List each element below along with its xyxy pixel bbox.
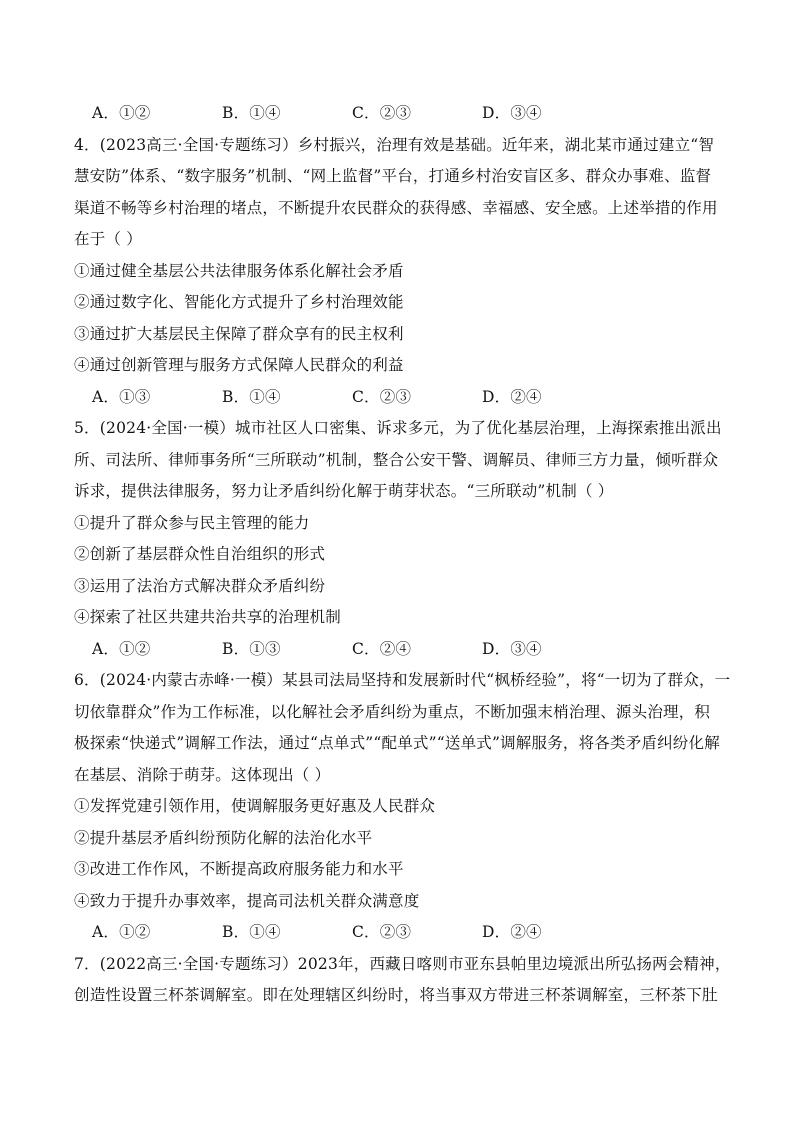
question-stem-line: 渠道不畅等乡村治理的堵点，不断提升农民群众的获得感、幸福感、安全感。上述举措的作用 (74, 198, 718, 217)
question-stem-line: 在于（ ） (74, 230, 142, 248)
statement-item: ②创新了基层群众性自治组织的形式 (74, 545, 326, 563)
question-stem-line: 4．(2023高三·全国·专题练习）乡村振兴，治理有效是基础。近年来，湖北某市通过建立“智 (74, 135, 715, 154)
question-stem-line: 诉求，提供法律服务，努力让矛盾纠纷化解于萌芽状态。“三所联动”机制（ ） (74, 482, 614, 500)
question-stem-line: 5．(2024·全国·一模）城市社区人口密集、诉求多元，为了优化基层治理，上海探索推出派出 (74, 419, 722, 437)
option-a[interactable]: A．①② (92, 923, 151, 941)
option-a[interactable]: A．①② (92, 639, 151, 658)
statement-item: ④探索了社区共建共治共享的治理机制 (74, 608, 341, 626)
question-4 (74, 130, 724, 414)
question-5 (74, 413, 724, 665)
question-6 (74, 665, 731, 949)
options-row (74, 917, 724, 949)
options-row-q3 (74, 98, 724, 130)
question-stem-line: 6．(2024·内蒙古赤峰·一模）某县司法局坚持和发展新时代“枫桥经验”，将“一切为了群众，一 (74, 671, 731, 689)
statement-item: ④致力于提升办事效率，提高司法机关群众满意度 (74, 891, 420, 910)
question-7 (74, 949, 731, 1012)
option-b[interactable]: B．①③ (222, 639, 281, 658)
statement-item: ③运用了法治方式解决群众矛盾纠纷 (74, 576, 326, 595)
statement-item: ①发挥党建引领作用，使调解服务更好惠及人民群众 (74, 797, 436, 815)
option-b[interactable]: B．①④ (222, 387, 281, 406)
option-c[interactable]: C．②③ (352, 387, 412, 406)
statement-item: ②提升基层矛盾纠纷预防化解的法治化水平 (74, 828, 373, 847)
question-stem-line: 在基层、消除于萌芽。这体现出（ ） (74, 765, 331, 784)
options-row (74, 634, 724, 666)
option-a[interactable]: A．①② (92, 104, 151, 122)
question-stem-line: 7．(2022高三·全国·专题练习）2023年，西藏日喀则市亚东县帕里边境派出所弘扬两会精神， (74, 954, 731, 973)
options-row (74, 382, 724, 414)
question-stem-line: 切依靠群众”作为工作标准，以化解社会矛盾纠纷为重点，不断加强末梢治理、源头治理，积 (74, 702, 711, 721)
question-stem-line: 所、司法所、律师事务所“三所联动”机制，整合公安干警、调解员、律师三方力量，倾听群众 (74, 450, 719, 469)
option-c[interactable]: C．②③ (352, 923, 412, 941)
question-stem-line: 慧安防”体系、“数字服务”机制、“网上监督”平台，打通乡村治安盲区多、群众办事难、监督 (74, 167, 712, 185)
statement-item: ④通过创新管理与服务方式保障人民群众的利益 (74, 356, 404, 374)
option-c[interactable]: C．②③ (352, 104, 412, 122)
statement-item: ③改进工作作风，不断提高政府服务能力和水平 (74, 860, 404, 878)
statement-item: ③通过扩大基层民主保障了群众享有的民主权利 (74, 324, 404, 343)
question-stem-line: 创造性设置三杯茶调解室。即在处理辖区纠纷时，将当事双方带进三杯茶调解室，三杯茶下肚 (74, 986, 718, 1004)
option-d[interactable]: D．③④ (482, 639, 542, 658)
option-d[interactable]: D．②④ (482, 923, 542, 941)
option-b[interactable]: B．①④ (222, 104, 281, 122)
statement-item: ①通过健全基层公共法律服务体系化解社会矛盾 (74, 261, 404, 280)
option-d[interactable]: D．②④ (482, 387, 542, 406)
question-stem-line: 极探索“快递式”调解工作法，通过“点单式”“配单式”“送单式”调解服务，将各类矛盾纠纷化解 (74, 734, 720, 752)
statement-item: ①提升了群众参与民主管理的能力 (74, 513, 310, 532)
statement-item: ②通过数字化、智能化方式提升了乡村治理效能 (74, 293, 404, 311)
option-c[interactable]: C．②④ (352, 639, 412, 658)
option-d[interactable]: D．③④ (482, 104, 542, 122)
option-b[interactable]: B．①④ (222, 923, 281, 941)
option-a[interactable]: A．①③ (92, 387, 151, 406)
question-list (74, 98, 731, 1012)
